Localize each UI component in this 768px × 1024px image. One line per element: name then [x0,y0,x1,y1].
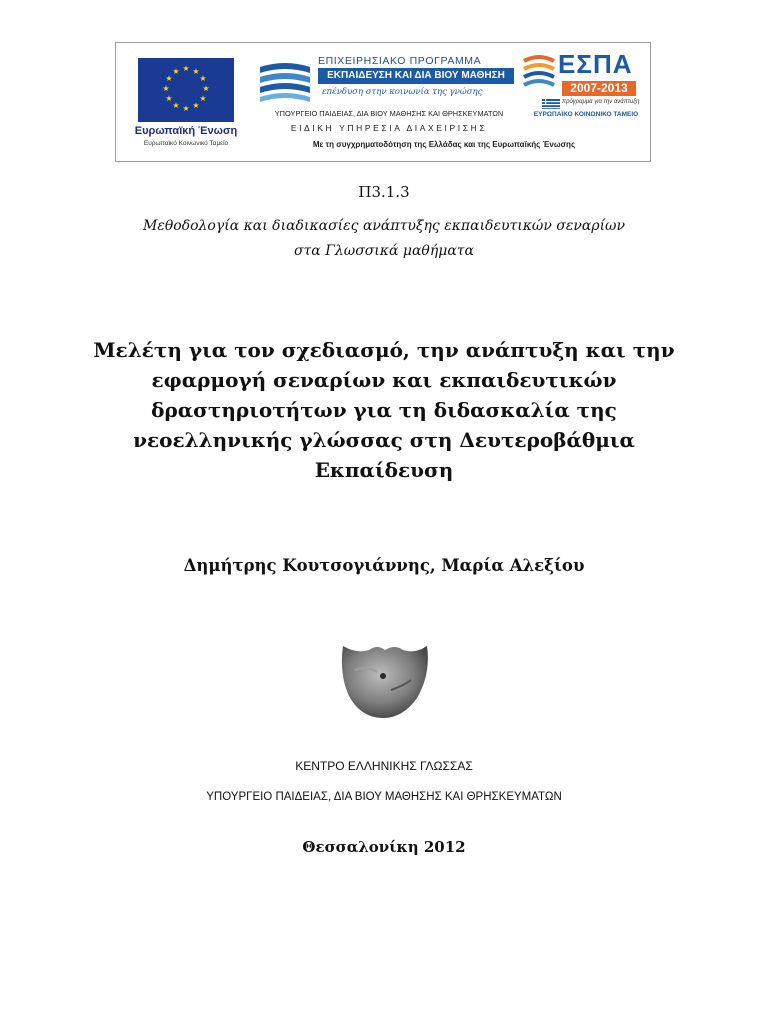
op-ministry: ΥΠΟΥΡΓΕΙΟ ΠΑΙΔΕΙΑΣ, ΔΙΑ ΒΙΟΥ ΜΑΘΗΣΗΣ ΚΑΙ ΘΡΗΣΚΕΥΜΑΤΩΝ [274,109,504,118]
svg-text:★: ★ [192,67,200,76]
svg-text:★: ★ [199,74,207,83]
eu-flag-icon [138,58,234,122]
svg-text:★: ★ [172,101,180,110]
organization: ΚΕΝΤΡΟ ΕΛΛΗΝΙΚΗΣ ΓΛΩΣΣΑΣ [295,759,473,773]
cofunding-note: Με τη συγχρηματοδότηση της Ελλάδας και της Ευρωπαϊκής Ένωσης [312,140,576,149]
espa-logo-icon [522,53,556,93]
document-code: Π3.1.3 [358,183,410,201]
title-line-4: νεοελληνικής γλώσσας στη Δευτεροβάθμια [133,428,635,452]
espa-fund: ΕΥΡΩΠΑΪΚΟ ΚΟΙΝΩΝΙΚΟ ΤΑΜΕΙΟ [533,111,639,118]
op-book-logo-icon [256,57,314,105]
document-title [0,335,768,485]
espa-tagline: πρόγραμμα για την ανάπτυξη [562,99,640,105]
svg-text:★: ★ [182,104,190,113]
subtitle-line-1: Μεθοδολογία και διαδικασίες ανάπτυξης εκπαιδευτικών σεναρίων [142,218,625,234]
svg-text:★: ★ [165,74,173,83]
place-year: Θεσσαλονίκη 2012 [302,838,466,856]
svg-text:★: ★ [182,64,190,73]
op-program-name: ΕΚΠΑΙΔΕΥΣΗ ΚΑΙ ΔΙΑ ΒΙΟΥ ΜΑΘΗΣΗ [318,68,514,84]
eu-subtitle: Ευρωπαϊκό Κοινωνικό Ταμείο [143,140,229,147]
espa-years: 2007-2013 [562,81,636,96]
title-line-1: Μελέτη για τον σχεδιασμό, την ανάπτυξη και την [93,338,675,362]
svg-text:★: ★ [162,84,170,93]
authors: Δημήτρης Κουτσογιάννης, Μαρία Αλεξίου [183,556,585,575]
svg-text:★: ★ [192,101,200,110]
title-line-3: δραστηριοτήτων για τη διδασκαλία της [151,398,617,422]
svg-text:★: ★ [165,94,173,103]
subtitle-line-2: στα Γλωσσικά μαθήματα [293,243,475,259]
eu-title: Ευρωπαϊκή Ένωση [134,125,238,137]
espa-name: ΕΣΠΑ [558,49,633,79]
greek-flag-icon [542,99,560,109]
funding-banner [115,42,651,162]
svg-text:★: ★ [199,94,207,103]
op-slogan: επένδυση στην κοινωνία της γνώσης [322,87,483,97]
svg-text:★: ★ [172,67,180,76]
op-agency: ΕΙΔΙΚΗ ΥΠΗΡΕΣΙΑ ΔΙΑΧΕΙΡΙΣΗΣ [290,123,488,133]
title-line-2: εφαρμογή σεναρίων και εκπαιδευτικών [151,368,617,392]
ministry: ΥΠΟΥΡΓΕΙΟ ΠΑΙΔΕΙΑΣ, ΔΙΑ ΒΙΟΥ ΜΑΘΗΣΗΣ ΚΑΙ ΘΡΗΣΚΕΥΜΑΤΩΝ [206,791,562,803]
keg-emblem-icon [337,640,433,722]
op-title: ΕΠΙΧΕΙΡΗΣΙΑΚΟ ΠΡΟΓΡΑΜΜΑ [318,55,482,67]
svg-text:★: ★ [202,84,210,93]
title-line-5: Εκπαίδευση [314,458,454,482]
